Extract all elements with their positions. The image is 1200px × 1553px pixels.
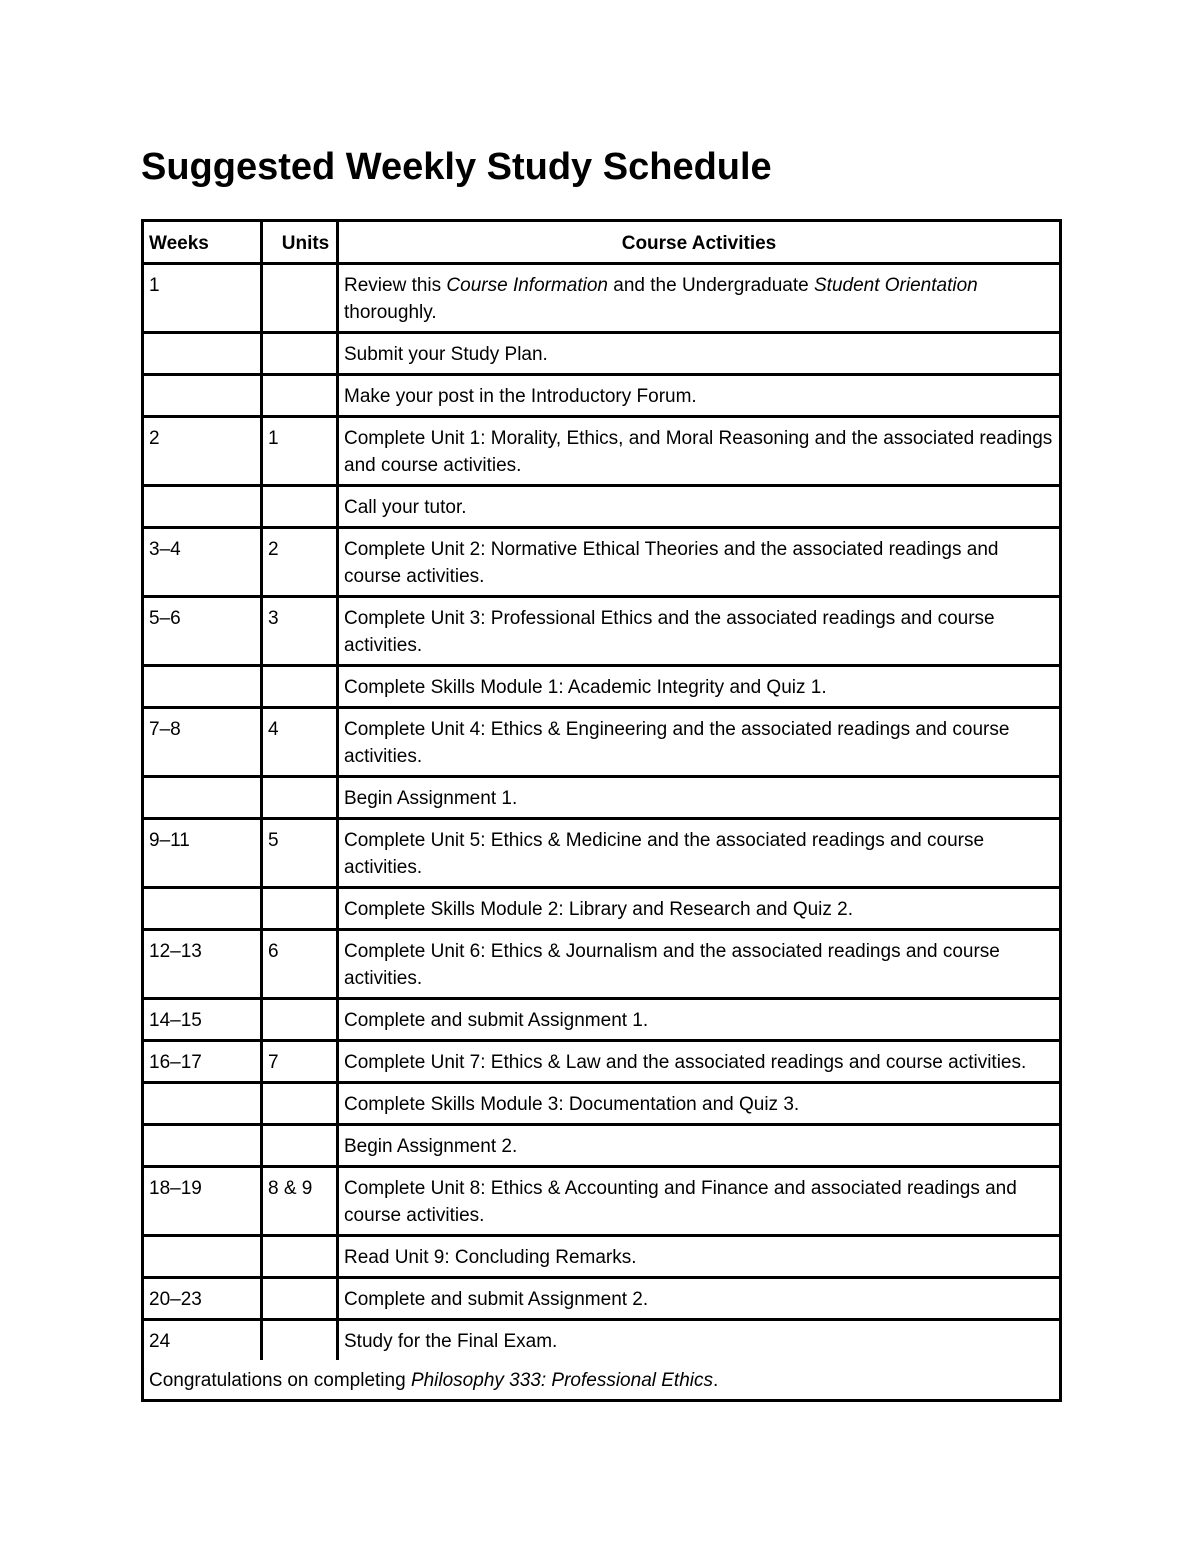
- table-row: [144, 265, 1059, 334]
- header-units: Units: [263, 222, 339, 265]
- activity-cell: [339, 1084, 1059, 1126]
- units-cell: [263, 1237, 339, 1279]
- table-row: [144, 1168, 1059, 1237]
- activity-cell: [339, 1000, 1059, 1042]
- text-segment: and the Undergraduate: [608, 275, 814, 296]
- activity-cell: [339, 931, 1059, 1000]
- text-segment: Complete Unit 1: Morality, Ethics, and Moral Reasoning and the associated readings and course activities.: [344, 428, 1053, 476]
- table-row: [144, 529, 1059, 598]
- text-segment: Submit your Study Plan.: [344, 344, 548, 365]
- study-schedule-table: [141, 219, 1062, 1402]
- table-header-row: [144, 222, 1059, 265]
- weeks-cell: 1: [144, 265, 263, 334]
- table-row: [144, 1126, 1059, 1168]
- activity-cell: [339, 487, 1059, 529]
- activity-cell: [339, 1279, 1059, 1321]
- text-segment: Complete and submit Assignment 1.: [344, 1010, 649, 1031]
- text-segment: Complete and submit Assignment 2.: [344, 1289, 649, 1310]
- weeks-cell: [144, 778, 263, 820]
- activity-cell: [339, 265, 1059, 334]
- units-cell: [263, 1279, 339, 1321]
- activity-cell: [339, 889, 1059, 931]
- activity-cell: [339, 334, 1059, 376]
- table-row: [144, 1000, 1059, 1042]
- text-segment: thoroughly.: [344, 302, 437, 323]
- weeks-cell: [144, 334, 263, 376]
- units-cell: 7: [263, 1042, 339, 1084]
- text-segment: Congratulations on completing: [149, 1370, 411, 1391]
- text-segment: Complete Unit 5: Ethics & Medicine and the associated readings and course activities.: [344, 830, 985, 878]
- table-body: [144, 265, 1059, 1360]
- units-cell: [263, 778, 339, 820]
- table-row: [144, 1042, 1059, 1084]
- units-cell: [263, 265, 339, 334]
- units-cell: [263, 334, 339, 376]
- activity-cell: [339, 1168, 1059, 1237]
- weeks-cell: [144, 667, 263, 709]
- table-row: [144, 931, 1059, 1000]
- units-cell: 1: [263, 418, 339, 487]
- text-segment: Complete Skills Module 3: Documentation and Quiz 3.: [344, 1094, 800, 1115]
- table-row: [144, 376, 1059, 418]
- units-cell: 8 & 9: [263, 1168, 339, 1237]
- units-cell: 4: [263, 709, 339, 778]
- italic-title-text: Course Information: [446, 275, 608, 296]
- text-segment: Complete Unit 2: Normative Ethical Theories and the associated readings and course activities.: [344, 539, 999, 587]
- table-row: [144, 889, 1059, 931]
- activity-cell: [339, 1126, 1059, 1168]
- weeks-cell: 12–13: [144, 931, 263, 1000]
- weeks-cell: 5–6: [144, 598, 263, 667]
- text-segment: Complete Unit 3: Professional Ethics and the associated readings and course activities.: [344, 608, 995, 656]
- activity-cell: [339, 1237, 1059, 1279]
- text-segment: Complete Skills Module 1: Academic Integrity and Quiz 1.: [344, 677, 827, 698]
- table-row: [144, 1279, 1059, 1321]
- table-row: [144, 1237, 1059, 1279]
- weeks-cell: [144, 1237, 263, 1279]
- text-segment: Complete Unit 6: Ethics & Journalism and the associated readings and course activities.: [344, 941, 1000, 989]
- activity-cell: [339, 418, 1059, 487]
- table-row: [144, 709, 1059, 778]
- weeks-cell: 9–11: [144, 820, 263, 889]
- text-segment: Begin Assignment 1.: [344, 788, 518, 809]
- weeks-cell: 16–17: [144, 1042, 263, 1084]
- text-segment: Study for the Final Exam.: [344, 1331, 558, 1352]
- footer-row: [144, 1360, 1059, 1399]
- text-segment: Complete Skills Module 2: Library and Research and Quiz 2.: [344, 899, 854, 920]
- units-cell: [263, 1321, 339, 1360]
- weeks-cell: 3–4: [144, 529, 263, 598]
- units-cell: [263, 1000, 339, 1042]
- units-cell: 3: [263, 598, 339, 667]
- text-segment: Read Unit 9: Concluding Remarks.: [344, 1247, 637, 1268]
- units-cell: 6: [263, 931, 339, 1000]
- text-segment: Call your tutor.: [344, 497, 467, 518]
- table-row: [144, 1084, 1059, 1126]
- activity-cell: [339, 820, 1059, 889]
- text-segment: Review this: [344, 275, 447, 296]
- activity-cell: [339, 598, 1059, 667]
- table-row: [144, 598, 1059, 667]
- text-segment: Complete Unit 4: Ethics & Engineering and the associated readings and course activities.: [344, 719, 1010, 767]
- units-cell: [263, 487, 339, 529]
- activity-cell: [339, 376, 1059, 418]
- weeks-cell: 18–19: [144, 1168, 263, 1237]
- table-row: [144, 487, 1059, 529]
- text-segment: Begin Assignment 2.: [344, 1136, 518, 1157]
- italic-title-text: Philosophy 333: Professional Ethics: [410, 1370, 713, 1391]
- units-cell: 5: [263, 820, 339, 889]
- weeks-cell: [144, 1084, 263, 1126]
- units-cell: [263, 1084, 339, 1126]
- weeks-cell: 7–8: [144, 709, 263, 778]
- table-row: [144, 1321, 1059, 1360]
- weeks-cell: 2: [144, 418, 263, 487]
- weeks-cell: [144, 376, 263, 418]
- activity-cell: [339, 1321, 1059, 1360]
- units-cell: 2: [263, 529, 339, 598]
- text-segment: Make your post in the Introductory Forum.: [344, 386, 697, 407]
- weeks-cell: [144, 889, 263, 931]
- weeks-cell: 14–15: [144, 1000, 263, 1042]
- units-cell: [263, 376, 339, 418]
- header-weeks: Weeks: [144, 222, 263, 265]
- units-cell: [263, 889, 339, 931]
- weeks-cell: 20–23: [144, 1279, 263, 1321]
- activity-cell: [339, 709, 1059, 778]
- weeks-cell: [144, 487, 263, 529]
- weeks-cell: [144, 1126, 263, 1168]
- table-row: [144, 778, 1059, 820]
- table-row: [144, 418, 1059, 487]
- activity-cell: [339, 1042, 1059, 1084]
- text-segment: Complete Unit 7: Ethics & Law and the associated readings and course activities.: [344, 1052, 1027, 1073]
- units-cell: [263, 1126, 339, 1168]
- text-segment: Complete Unit 8: Ethics & Accounting and Finance and associated readings and course activities.: [344, 1178, 1017, 1226]
- activity-cell: [339, 667, 1059, 709]
- activity-cell: [339, 778, 1059, 820]
- activity-cell: [339, 529, 1059, 598]
- congratulations-note: [144, 1360, 1059, 1399]
- units-cell: [263, 667, 339, 709]
- page-title: Suggested Weekly Study Schedule: [141, 146, 772, 188]
- header-course-activities: Course Activities: [339, 222, 1059, 265]
- text-segment: .: [713, 1370, 719, 1391]
- italic-title-text: Student Orientation: [814, 275, 978, 296]
- table-row: [144, 334, 1059, 376]
- table-row: [144, 667, 1059, 709]
- weeks-cell: 24: [144, 1321, 263, 1360]
- table-row: [144, 820, 1059, 889]
